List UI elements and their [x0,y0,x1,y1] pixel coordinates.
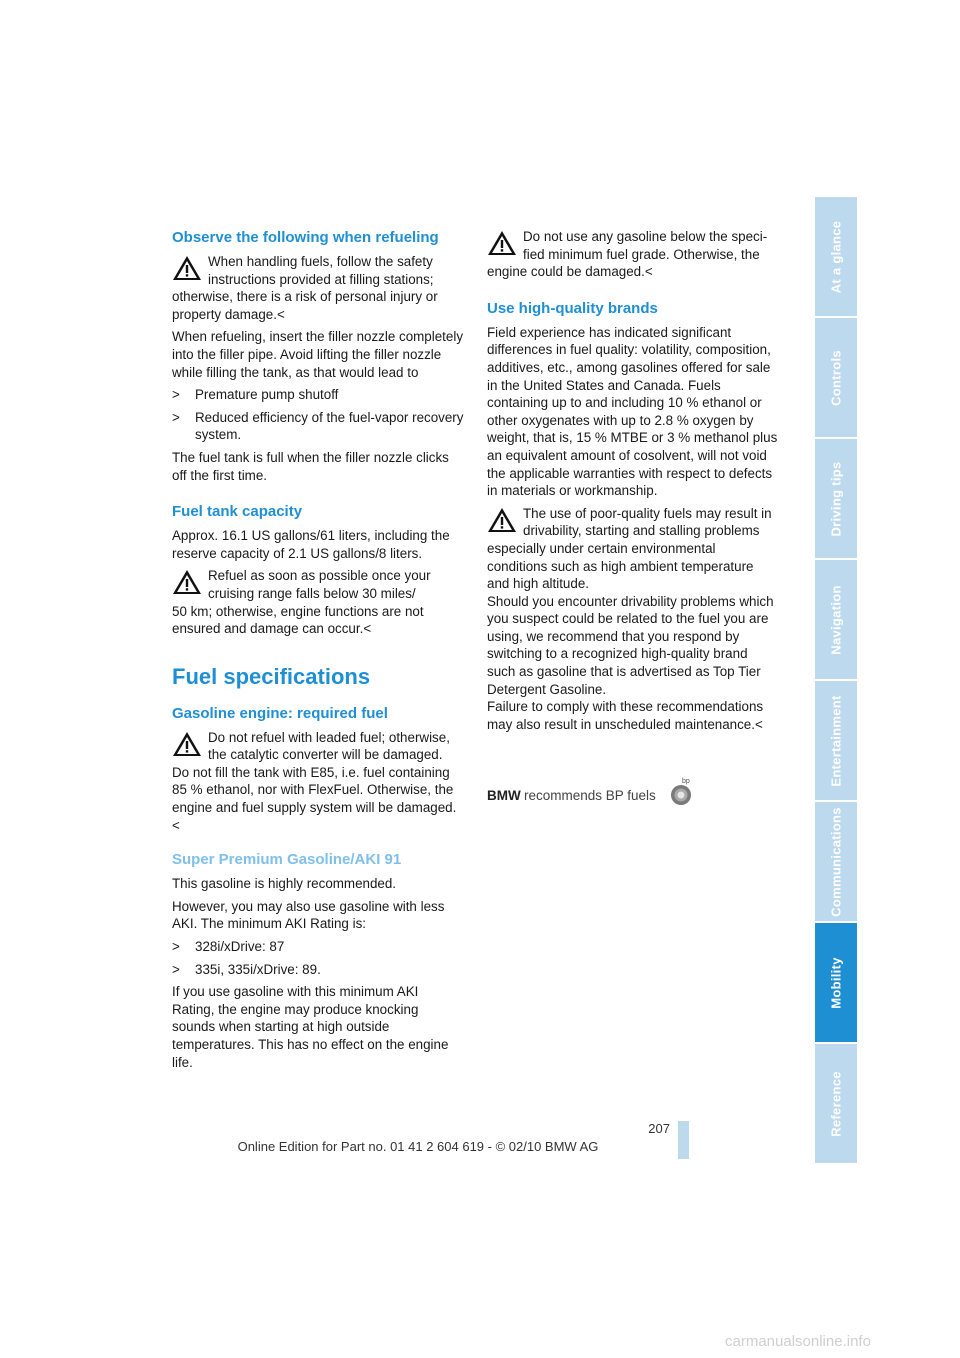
paragraph-fuel-quality: Field experience has indicated significant differences in fuel quality: volatility, composition, additives, etc., among gasolines offered for sale in the United States and Canada. Fuels containing up to and including 10 % ethanol or other oxygenates with up to 2.8 % oxygen by weight, that is, 15 % MTBE or 3 % methanol plus an equivalent amount of cosolvent, will not void the applicable warranties with respect to defects in materials or workmanship. [487,324,778,499]
warning-line: 50 km; otherwise, engine functions are not ensured and damage can occur.< [172,603,424,637]
tab-controls[interactable]: Controls [815,318,857,437]
list-item: > 335i, 335i/xDrive: 89. [172,961,321,977]
watermark: carmanualsonline.info [725,1333,871,1350]
warning-cruising-range [172,567,464,637]
tab-mobility[interactable]: Mobility [815,923,857,1042]
warning-triangle-icon [487,507,517,533]
warning-line: drivability, starting and stalling problems [523,523,760,539]
list-item: > Reduced efficiency of the fuel-vapor recovery system. [172,409,464,443]
heading-fuel-specifications: Fuel specifications [172,663,371,689]
warning-triangle-icon [172,731,202,757]
warning-line: engine could be damaged.< [487,264,653,280]
tab-entertainment[interactable]: Entertainment [815,681,857,800]
warning-leaded-fuel [172,729,464,835]
warning-line: Do not refuel with leaded fuel; otherwise, [208,729,450,745]
warning-line: otherwise, there is a risk of personal injury or property damage.< [172,289,438,322]
warning-line: Do not fill the tank with E85, i.e. fuel containing 85 % ethanol, nor with FlexFuel. Otherwise, the engine and fuel supply system will be damaged.< [172,764,457,833]
warning-triangle-icon [487,230,517,256]
list-item: > 328i/xDrive: 87 [172,939,285,955]
warning-line: When handling fuels, follow the safety [208,254,433,269]
warning-line: Failure to comply with these recommendations may also result in unscheduled maintenance.< [487,699,764,732]
warning-line: especially under certain environmental conditions such as high ambient temperature and high altitude. [487,540,754,592]
footer [0,1139,960,1154]
warning-line: Do not use any gasoline below the speci- [523,229,768,244]
warning-line: cruising range falls below 30 miles/ [208,585,416,601]
tab-communications[interactable]: Communications [815,802,857,921]
tab-reference[interactable]: Reference [815,1044,857,1163]
paragraph-tank-full: The fuel tank is full when the filler nozzle clicks off the first time. [172,449,449,483]
heading-high-quality-brands: Use high-quality brands [487,299,658,317]
warning-poor-quality-fuel [487,505,779,734]
footer-text: Online Edition for Part no. 01 41 2 604 619 - © 02/10 BMW AG [237,1139,599,1154]
section-tabs [815,197,857,1165]
paragraph-knocking: If you use gasoline with this minimum AKI Rating, the engine may produce knocking sounds when starting at high outside temperatures. This has no effect on the engine life. [172,984,449,1070]
warning-triangle-icon [172,255,202,281]
warning-line: instructions provided at filling stations; [208,271,434,287]
paragraph-recommended: This gasoline is highly recommended. [172,876,397,892]
paragraph-less-aki: However, you may also use gasoline with less AKI. The minimum AKI Rating is: [172,898,445,932]
right-column [487,228,779,738]
heading-super-premium: Super Premium Gasoline/AKI 91 [172,851,402,869]
warning-line: Refuel as soon as possible once your [208,568,431,584]
warning-line: the catalytic converter will be damaged. [208,747,443,763]
paragraph-insert-nozzle: When refueling, insert the filler nozzle completely into the filler pipe. Avoid lifting the filler nozzle while filling the tank, as that would lead to [172,329,464,380]
list-item: > Premature pump shutoff [172,387,339,403]
warning-line: Should you encounter drivability problems which you suspect could be related to the fuel you are using, we recommend that you respond by switching to a recognized high-quality brand such as gasoline that is advertised as Top Tier Detergent Gasoline. [487,593,774,697]
bp-helios-icon [670,784,692,811]
left-column [172,228,464,1076]
tab-driving-tips[interactable]: Driving tips [815,439,857,558]
warning-line: fied minimum fuel grade. Otherwise, the [523,246,760,262]
page-number: 207 [648,1121,670,1136]
heading-refueling: Observe the following when refueling [172,229,439,246]
tab-navigation[interactable]: Navigation [815,560,857,679]
paragraph-capacity: Approx. 16.1 US gallons/61 liters, including the reserve capacity of 2.1 US gallons/8 liters. [172,528,450,561]
warning-fuel-grade [487,228,779,281]
warning-line: The use of poor-quality fuels may result in [523,505,772,521]
warning-triangle-icon [172,569,202,595]
warning-refueling [172,253,464,323]
bmw-recommends-bp-logo: BMW recommends BP fuels bp [487,778,707,808]
heading-fuel-tank-capacity: Fuel tank capacity [172,503,303,521]
heading-gasoline-engine: Gasoline engine: required fuel [172,704,388,722]
tab-at-a-glance[interactable]: At a glance [815,197,857,316]
